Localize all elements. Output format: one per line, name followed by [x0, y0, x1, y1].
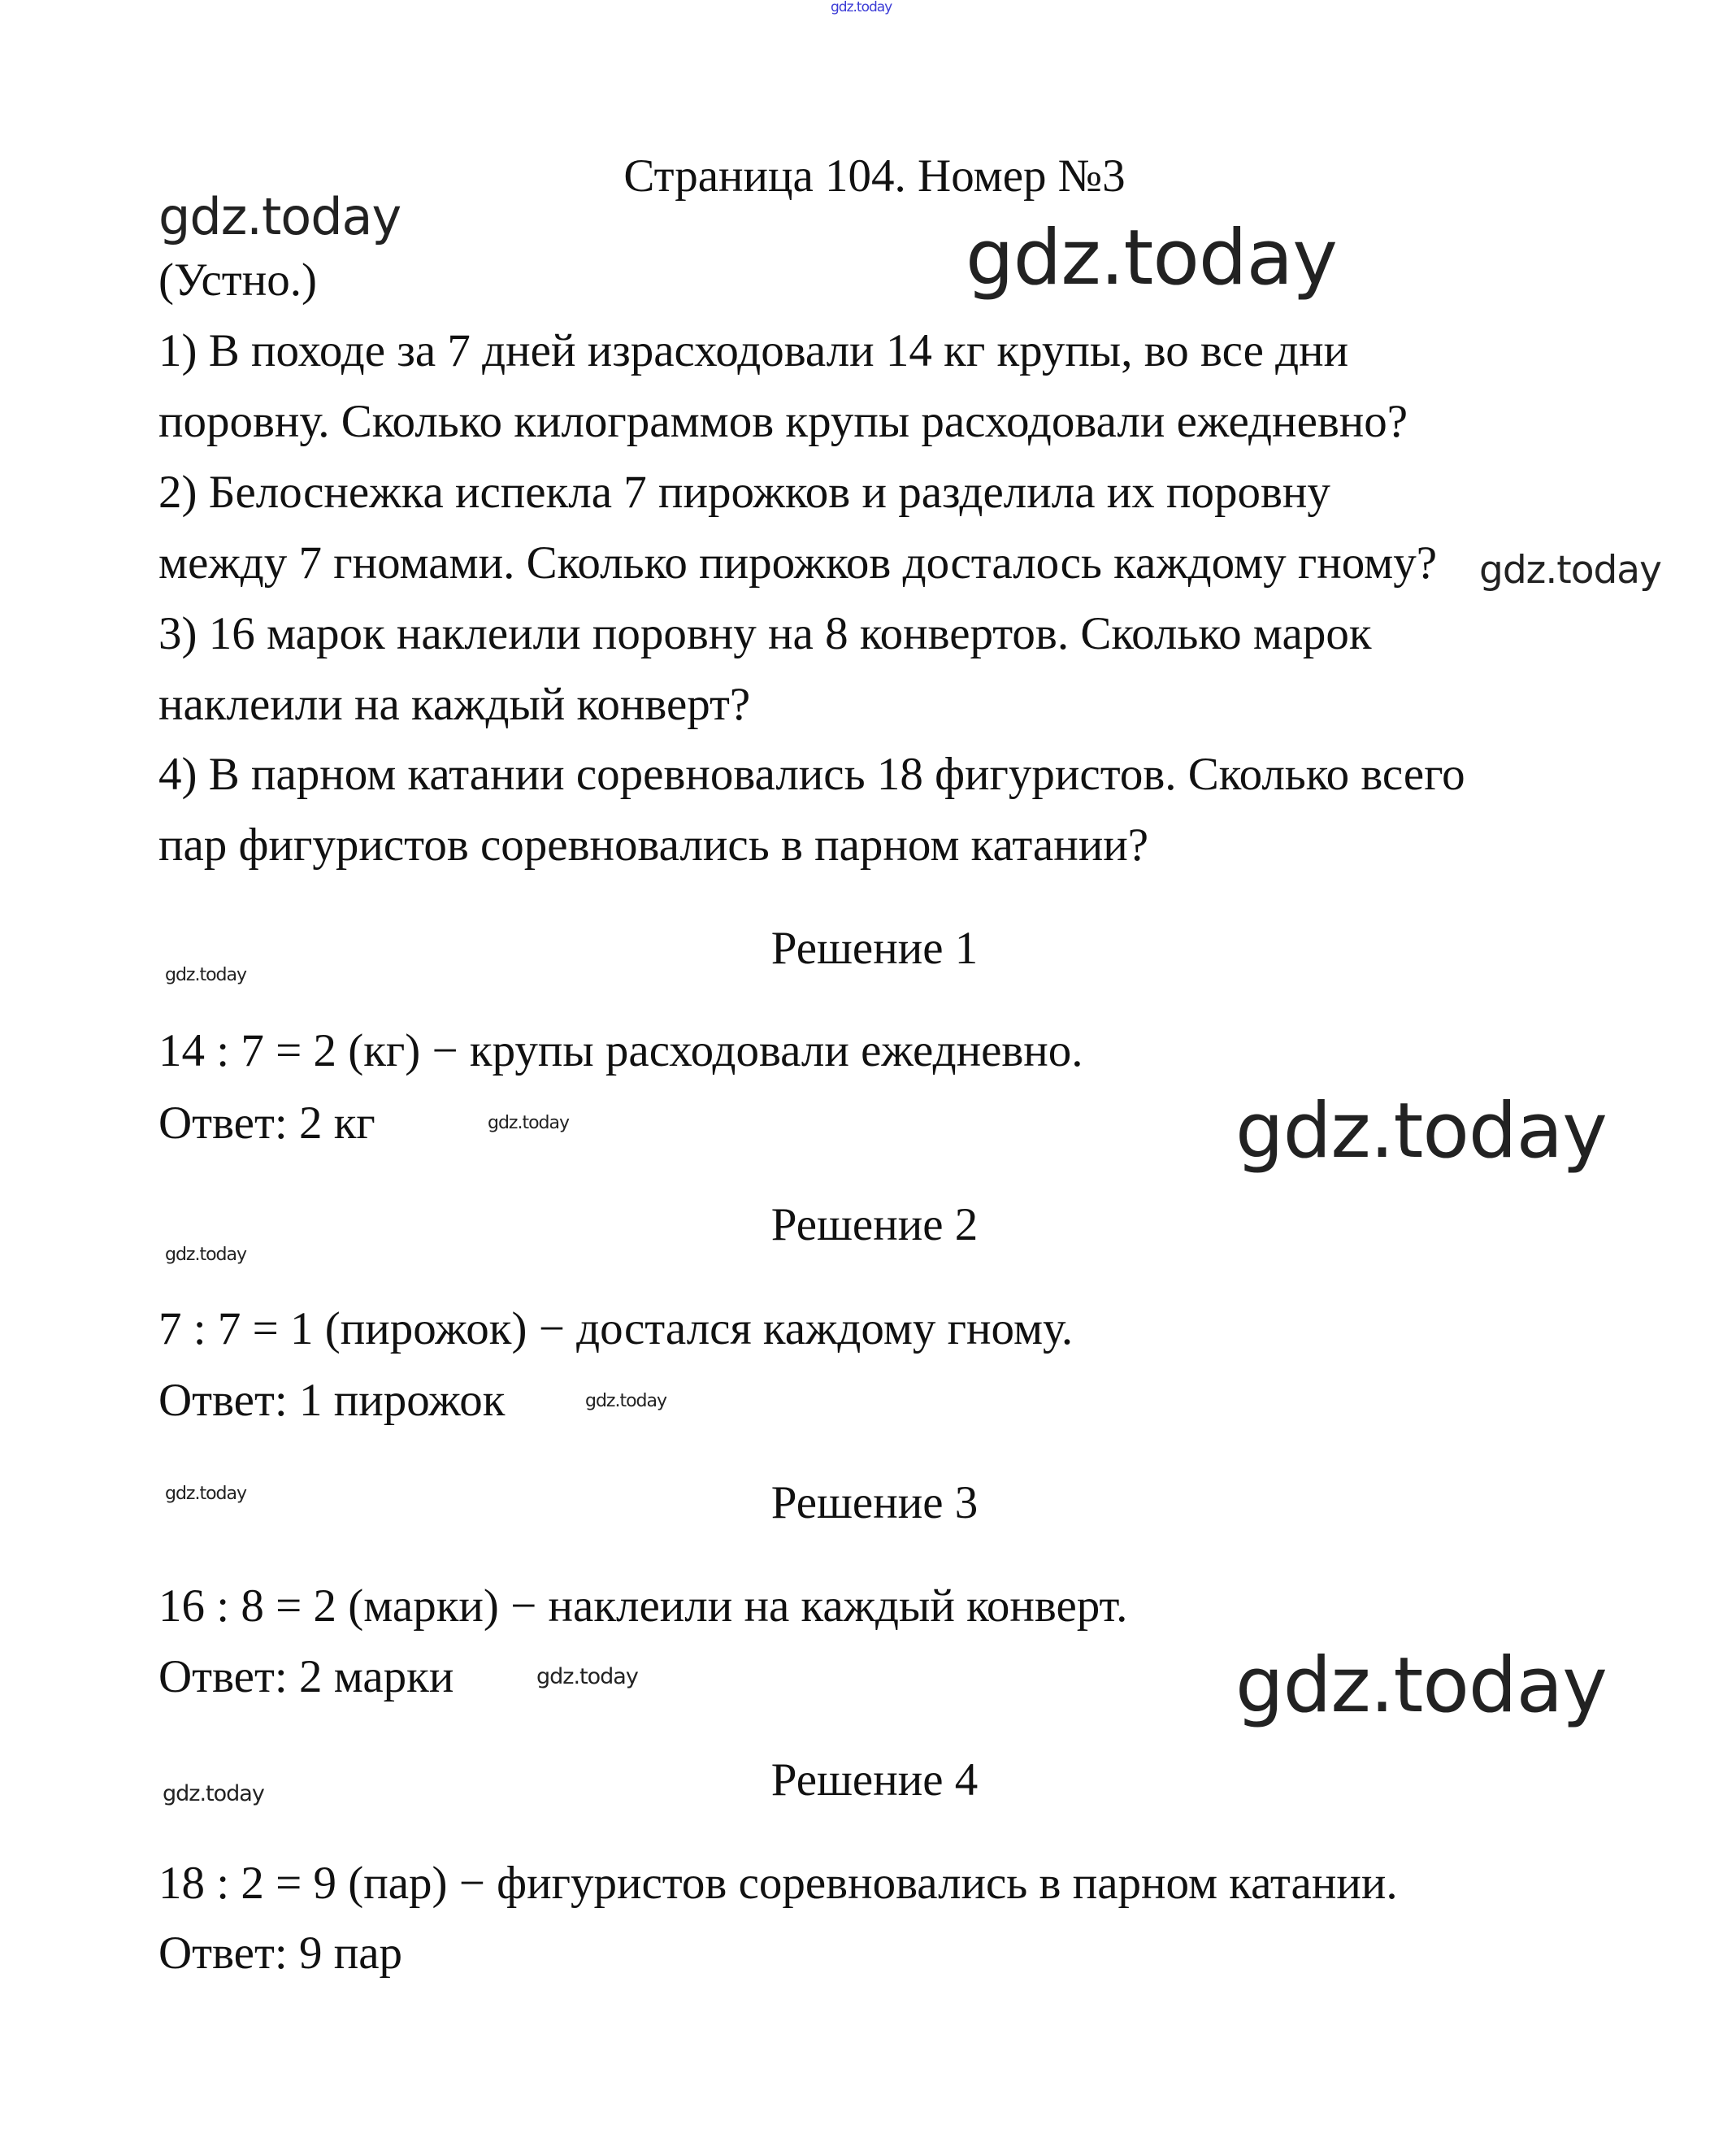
- answer: Ответ: 9 пар: [158, 1928, 403, 1979]
- watermark: gdz.today: [1235, 1087, 1607, 1176]
- problem-line: 4) В парном катании соревновались 18 фигуристов. Сколько всего: [158, 749, 1465, 800]
- watermark: gdz.today: [165, 965, 247, 985]
- problem-line: наклеили на каждый конверт?: [158, 679, 751, 730]
- problem-line: 3) 16 марок наклеили поровну на 8 конвертов. Сколько марок: [158, 608, 1372, 659]
- solution-heading: Решение 4: [770, 1754, 979, 1806]
- watermark: gdz.today: [165, 1484, 247, 1504]
- page-title: Страница 104. Номер №3: [623, 150, 1126, 202]
- problem-line: поровну. Сколько килограммов крупы расходовали ежедневно?: [158, 396, 1408, 447]
- solution-heading: Решение 3: [770, 1477, 979, 1528]
- oral-note: (Устно.): [158, 254, 317, 306]
- watermark-top: gdz.today: [831, 0, 892, 15]
- watermark: gdz.today: [165, 1245, 247, 1265]
- answer: Ответ: 1 пирожок: [158, 1375, 506, 1426]
- solution-heading: Решение 2: [770, 1199, 979, 1250]
- answer: Ответ: 2 марки: [158, 1651, 454, 1702]
- problem-line: 1) В походе за 7 дней израсходовали 14 кг крупы, во все дни: [158, 325, 1349, 376]
- watermark: gdz.today: [488, 1113, 570, 1133]
- watermark: gdz.today: [158, 187, 401, 246]
- watermark: gdz.today: [163, 1781, 264, 1806]
- watermark: gdz.today: [966, 214, 1337, 302]
- solution-line: 16 : 8 = 2 (марки) − наклеили на каждый конверт.: [158, 1580, 1128, 1632]
- solution-heading: Решение 1: [770, 923, 979, 974]
- solution-line: 14 : 7 = 2 (кг) − крупы расходовали ежедневно.: [158, 1025, 1083, 1076]
- problem-line: между 7 гномами. Сколько пирожков досталось каждому гному?: [158, 537, 1438, 589]
- answer: Ответ: 2 кг: [158, 1097, 375, 1149]
- problem-line: пар фигуристов соревновались в парном катании?: [158, 819, 1149, 871]
- watermark: gdz.today: [1479, 548, 1661, 593]
- watermark: gdz.today: [585, 1391, 667, 1411]
- watermark: gdz.today: [1235, 1641, 1607, 1730]
- problem-line: 2) Белоснежка испекла 7 пирожков и разделила их поровну: [158, 467, 1330, 518]
- solution-line: 7 : 7 = 1 (пирожок) − достался каждому гному.: [158, 1303, 1074, 1354]
- watermark: gdz.today: [536, 1664, 638, 1689]
- solution-line: 18 : 2 = 9 (пар) − фигуристов соревновались в парном катании.: [158, 1858, 1398, 1909]
